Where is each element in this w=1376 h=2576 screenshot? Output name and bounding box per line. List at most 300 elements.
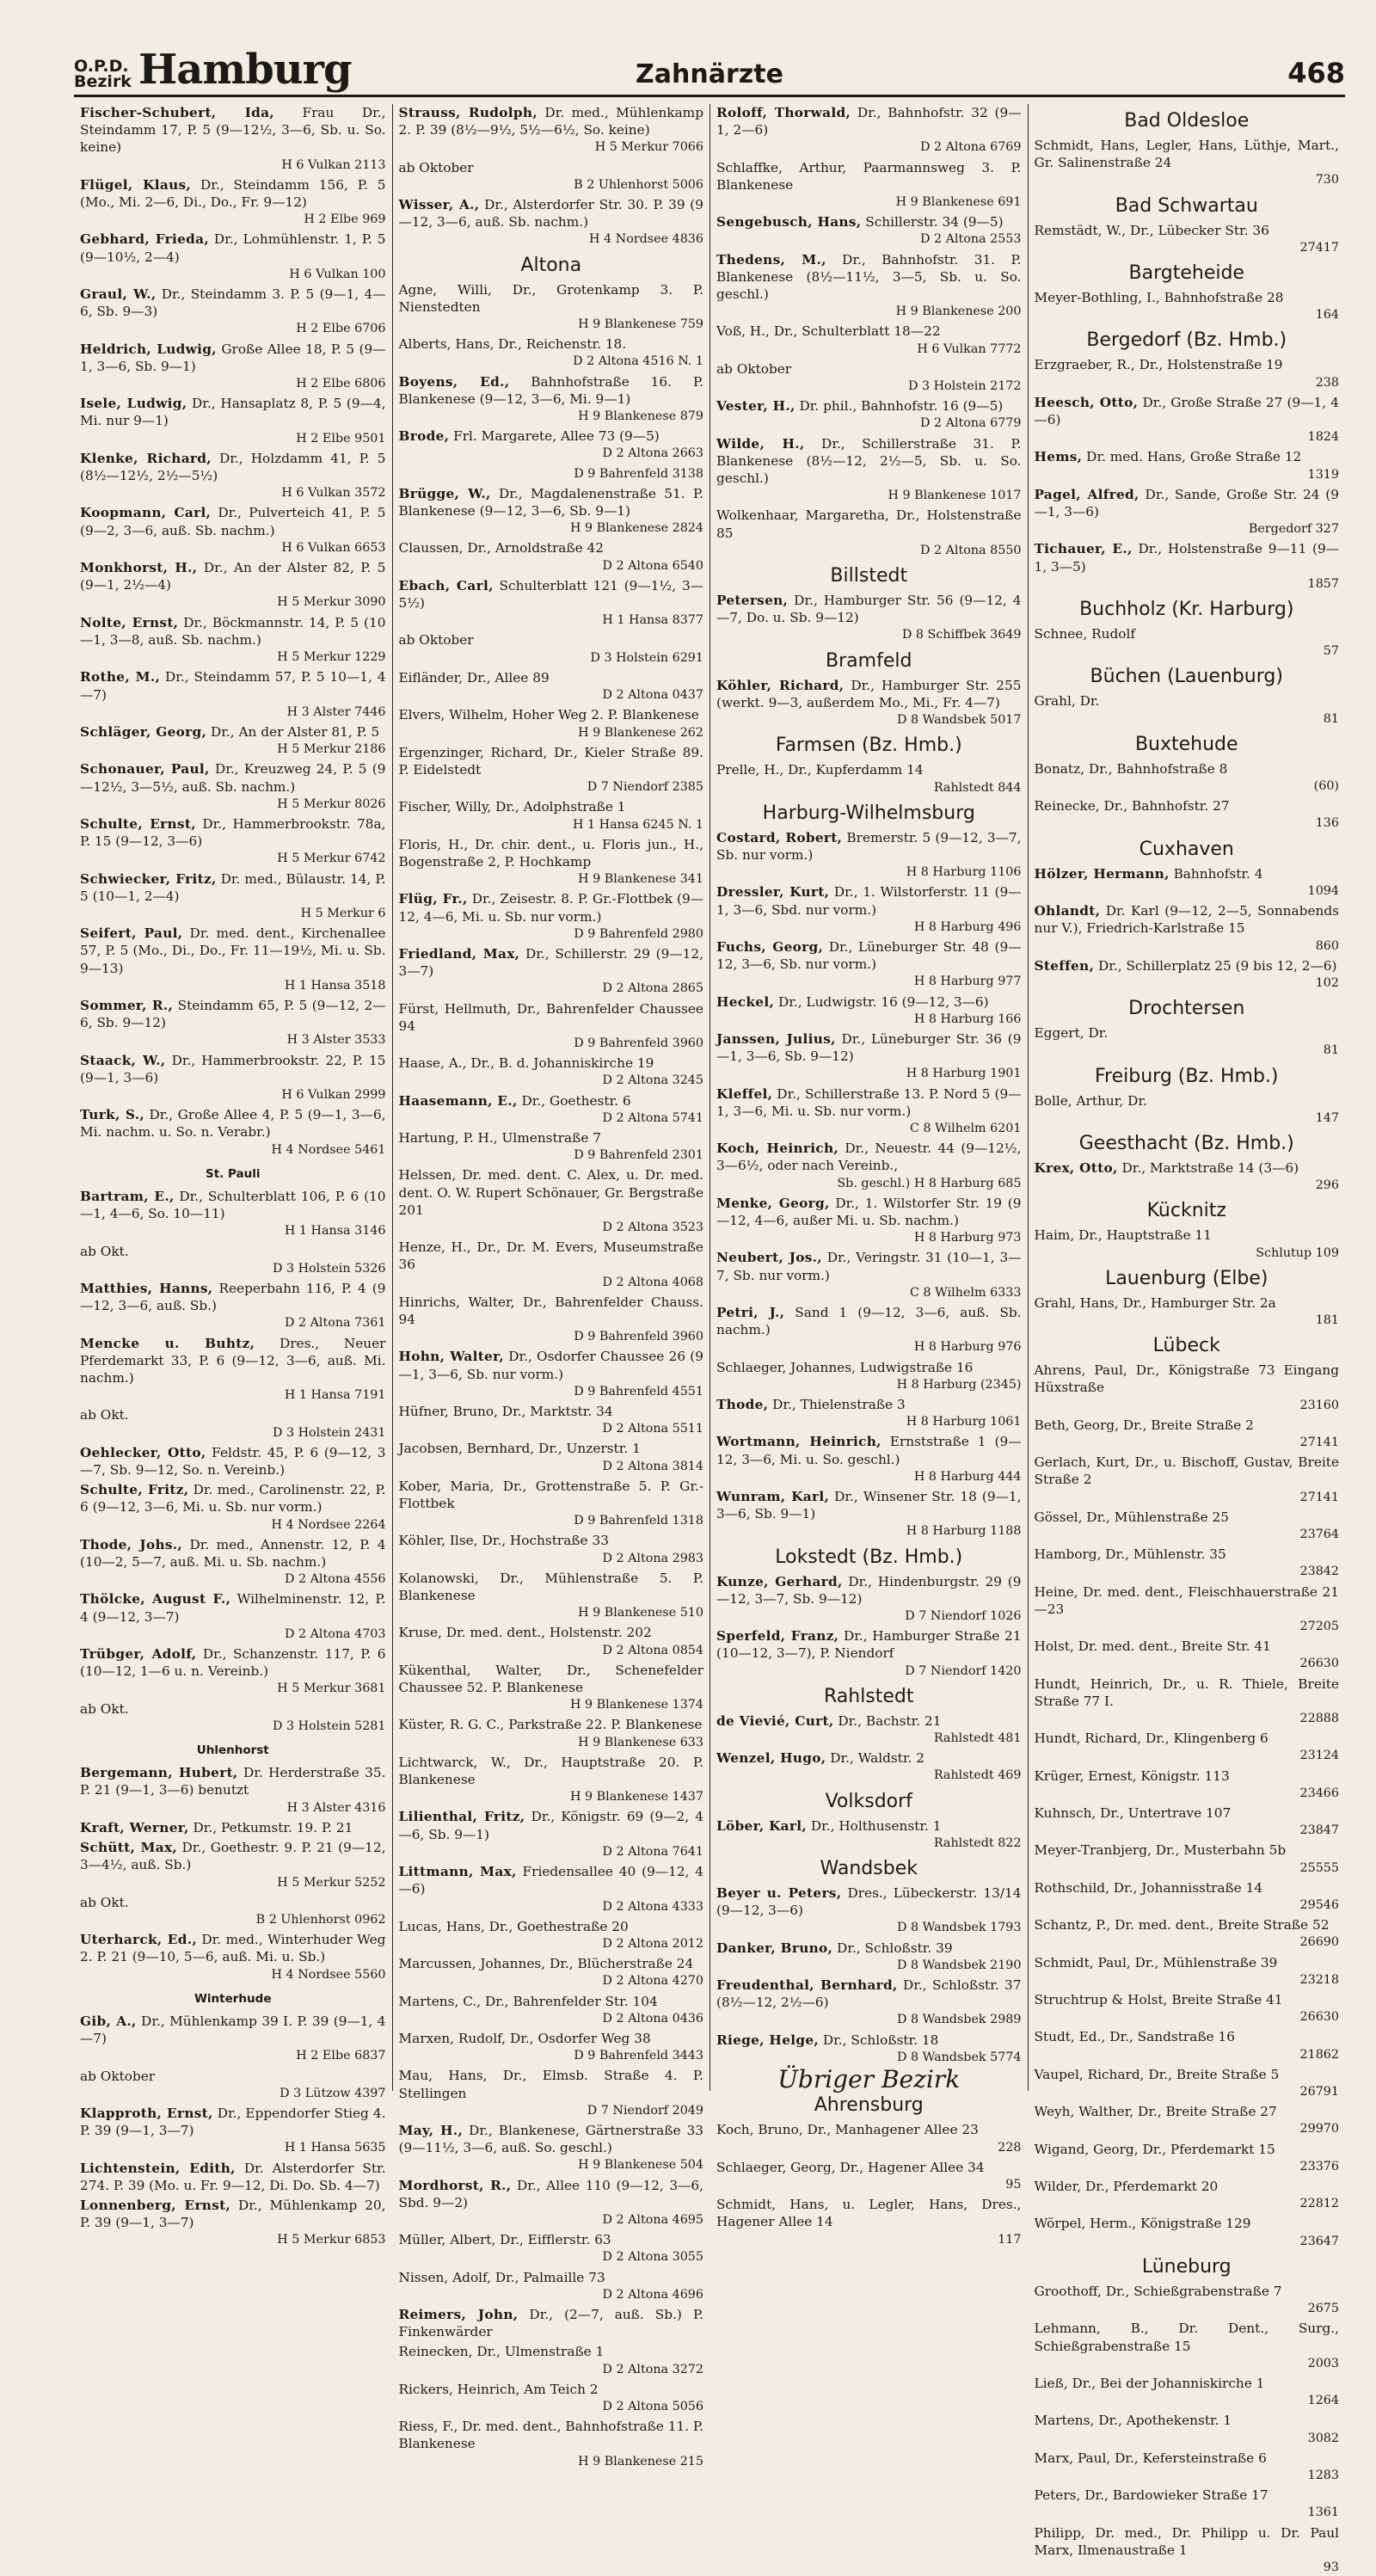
- entry-phone: D 2 Altona 4703: [284, 1626, 386, 1641]
- entry-phone: H 3 Alster 4316: [286, 1800, 386, 1815]
- directory-entry: [399, 1624, 704, 1658]
- entry-details: Studt, Ed., Dr., Sandstraße 16: [1034, 2029, 1235, 2045]
- entry-name: Pagel, Alfred,: [1034, 486, 1140, 502]
- directory-entry: [399, 485, 704, 538]
- entry-phone: 102: [1315, 975, 1339, 990]
- entry-name: Menke, Georg,: [716, 1195, 830, 1211]
- entry-details: Dres., Lübeckerstr. 13/14 (9—12, 3—6): [716, 1885, 1022, 1919]
- town-heading: Bergedorf (Bz. Hmb.): [1086, 329, 1287, 352]
- opd-label: O.P.D.: [74, 57, 129, 76]
- entry-phone: D 8 Wandsbek 5017: [896, 713, 1022, 728]
- directory-entry: [399, 1532, 704, 1566]
- directory-entry: [399, 1754, 704, 1806]
- entry-name: Krex, Otto,: [1034, 1159, 1118, 1176]
- entry-phone: 296: [1315, 1178, 1339, 1193]
- entry-details: Dr., Hamburger Straße 21 (10—12, 3—7), P. Niendorf: [716, 1628, 1022, 1662]
- entry-name: Bartram, E.,: [80, 1188, 175, 1204]
- directory-entry: [1035, 1583, 1340, 1636]
- entry-details: Dr., Schillerstr. 29 (9—12, 3—7): [398, 945, 704, 980]
- entry-details: Dr., Hamburger Str. 255 (werkt. 9—3, außerdem Mo., Mi., Fr. 4—7): [716, 677, 1022, 710]
- entry-name: Schonauer, Paul,: [80, 761, 210, 778]
- entry-name: Kleffel,: [716, 1085, 773, 1102]
- directory-entry: [80, 2105, 386, 2157]
- entry-phone: H 5 Merkur 8026: [277, 796, 386, 811]
- entry-details: Dr., Steindamm 3. P. 5 (9—1, 4—6, Sb. 9—3): [80, 286, 386, 320]
- entry-phone: 23376: [1299, 2159, 1339, 2173]
- entry-phone: D 2 Altona 4695: [602, 2212, 703, 2227]
- entry-phone: 23764: [1299, 1527, 1339, 1541]
- entry-details: Dr., Petkumstr. 19. P. 21: [188, 1819, 353, 1835]
- directory-entry: [1035, 1454, 1340, 1506]
- town-heading: Büchen (Lauenburg): [1090, 666, 1283, 688]
- directory-entry: [80, 395, 386, 447]
- entry-phone: H 2 Elbe 6806: [296, 377, 386, 391]
- entry-details: Rothschild, Dr., Johannisstraße 14: [1034, 1879, 1263, 1896]
- entry-details: Wilder, Dr., Pferdemarkt 20: [1034, 2179, 1219, 2195]
- directory-entry: [80, 815, 386, 868]
- directory-entry: [80, 2013, 386, 2065]
- entry-phone: 860: [1315, 938, 1339, 953]
- entry-details: Dr. Karl (9—12, 2—5, Sonnabends nur V.), Friedrich-Karlstraße 15: [1034, 903, 1339, 937]
- entry-phone: D 2 Altona 2553: [919, 232, 1022, 247]
- entry-name: Schulte, Fritz,: [80, 1482, 189, 1498]
- directory-entry: [80, 176, 386, 229]
- entry-phone: H 4 Nordsee 5461: [271, 1142, 386, 1157]
- entry-details: Große Allee 18, P. 5 (9—1, 3—6, Sb. 9—1): [80, 341, 386, 374]
- entry-phone: D 2 Altona 2983: [602, 1551, 703, 1565]
- entry-phone: H 1 Hansa 3518: [284, 978, 386, 993]
- entry-name: Reimers, John,: [398, 2306, 519, 2322]
- entry-phone: 1319: [1307, 467, 1339, 482]
- directory-entry: [1035, 1638, 1340, 1672]
- entry-details: Meyer-Tranbjerg, Dr., Musterbahn 5b: [1034, 1842, 1287, 1859]
- town-heading: Cuxhaven: [1139, 838, 1234, 860]
- town-heading: Lauenburg (Elbe): [1105, 1267, 1268, 1289]
- entry-phone: 22812: [1299, 2197, 1339, 2211]
- entry-details: Dr., Holthusenstr. 1: [807, 1817, 942, 1834]
- entry-phone: 27417: [1299, 240, 1339, 255]
- entry-details: Dr., Magdalenenstraße 51. P. Blankenese (9—12, 3—6, Sb. 9—1): [398, 485, 703, 520]
- town-heading: Bad Oldesloe: [1124, 110, 1250, 132]
- directory-entry: [80, 504, 386, 556]
- directory-entry: [1035, 1159, 1340, 1194]
- entry-phone: D 2 Altona 4516 N. 1: [573, 354, 703, 369]
- town-heading: Lübeck: [1152, 1335, 1220, 1357]
- entry-details: Dr., Böckmannstr. 14, P. 5 (10—1, 3—8, auß. Sb. nachm.): [80, 614, 386, 648]
- entry-details: Dr., Mühlenkamp 20, P. 39 (9—1, 3—7): [80, 2197, 386, 2231]
- entry-name: Schwiecker, Fritz,: [80, 870, 217, 887]
- directory-entry: [399, 2067, 704, 2119]
- entry-name: Koopmann, Carl,: [80, 505, 212, 521]
- entry-phone: H 5 Merkur 1229: [277, 650, 386, 665]
- entry-details: Schulterblatt 121 (9—1½, 3—5½): [398, 577, 703, 612]
- entry-details: Reeperbahn 116, P. 4 (9—12, 3—6, auß. Sb.): [80, 1281, 386, 1314]
- directory-entry: [399, 1863, 704, 1915]
- directory-entry: [399, 2030, 704, 2064]
- entry-name: Löber, Karl,: [716, 1817, 807, 1834]
- entry-details: Dr., Mühlenkamp 39 I. P. 39 (9—1, 4—7): [80, 2013, 386, 2047]
- directory-entry: [1035, 1768, 1340, 1802]
- entry-details: Schmidt, Hans, u. Legler, Hans, Dres., Hagener Allee 14: [716, 2197, 1022, 2230]
- entry-details: Ernststraße 1 (9—12, 3—6, Mi. u. So. geschl.): [716, 1434, 1022, 1467]
- entry-name: Brode,: [398, 428, 450, 445]
- entry-details: Köhler, Ilse, Dr., Hochstraße 33: [398, 1533, 609, 1549]
- entry-name: Boyens, Ed.,: [398, 373, 510, 390]
- entry-name: Roloff, Thorwald,: [716, 105, 851, 120]
- directory-entry: [1035, 1916, 1340, 1951]
- entry-name: Sengebusch, Hans,: [716, 214, 862, 231]
- directory-entry: [80, 1931, 386, 1983]
- entry-phone: H 9 Blankenese 215: [578, 2454, 703, 2468]
- entry-phone: D 7 Niendorf 2385: [587, 780, 703, 795]
- entry-details: Hinrichs, Walter, Dr., Bahrenfelder Chauss. 94: [398, 1294, 703, 1327]
- entry-details: Marxen, Rudolf, Dr., Osdorfer Weg 38: [398, 2030, 651, 2046]
- entry-details: Dr., Schulterblatt 106, P. 6 (10—1, 4—6, So. 10—11): [80, 1188, 386, 1222]
- entry-phone: 23847: [1299, 1823, 1339, 1838]
- entry-details: Lucas, Hans, Dr., Goethestraße 20: [398, 1918, 629, 1934]
- entry-details: Dr., Große Straße 27 (9—1, 4—6): [1034, 394, 1339, 428]
- entry-phone: 117: [998, 2232, 1022, 2247]
- directory-entry: [399, 1403, 704, 1437]
- entry-name: Friedland, Max,: [398, 945, 520, 962]
- entry-phone: H 6 Vulkan 2113: [281, 157, 386, 172]
- directory-entry: [716, 829, 1022, 882]
- entry-name: Köhler, Richard,: [716, 677, 845, 693]
- entry-details: Dr., Schloßstr. 37 (8½—12, 2½—6): [716, 1977, 1022, 2011]
- entry-phone: H 6 Vulkan 7772: [917, 341, 1022, 356]
- directory-entry: [716, 1433, 1022, 1485]
- entry-phone: 1824: [1307, 430, 1339, 445]
- directory-entry: [716, 1195, 1022, 1247]
- entry-details: Fischer, Willy, Dr., Adolphstraße 1: [398, 799, 626, 815]
- directory-entry: [399, 1129, 704, 1164]
- directory-entry: [1035, 625, 1340, 660]
- entry-details: Helssen, Dr. med. dent. C. Alex, u. Dr. med. dent. O. W. Rupert Schönauer, Gr. Bergstraße 201: [398, 1167, 703, 1218]
- entry-details: Dr., Hindenburgstr. 29 (9—12, 3—7, Sb. 9—12): [716, 1573, 1022, 1607]
- entry-name: Wortmann, Heinrich,: [716, 1434, 882, 1450]
- entry-details: Dr., Lüneburger Str. 48 (9—12, 3—6, Sb. nur vorm.): [716, 938, 1022, 973]
- entry-phone: D 2 Altona 4068: [602, 1275, 703, 1289]
- entry-phone: Rahlstedt 844: [933, 780, 1022, 795]
- entry-details: Groothoff, Dr., Schießgrabenstraße 7: [1034, 2283, 1282, 2299]
- entry-phone: D 2 Altona 4333: [602, 1899, 703, 1914]
- entry-name: Staack, W.,: [80, 1052, 166, 1068]
- entry-phone: H 2 Elbe 6837: [296, 2049, 386, 2063]
- town-heading: Ahrensburg: [814, 2094, 924, 2117]
- entry-details: Eggert, Dr.: [1034, 1025, 1109, 1042]
- directory-entry: [80, 1764, 386, 1817]
- directory-entry: [80, 2160, 386, 2194]
- directory-entry: [399, 2381, 704, 2415]
- entry-name: Kraft, Werner,: [80, 1819, 189, 1835]
- entry-phone: D 2 Altona 5511: [602, 1422, 703, 1436]
- entry-details: Alberts, Hans, Dr., Reichenstr. 18.: [398, 336, 627, 353]
- entry-phone: D 9 Bahrenfeld 1318: [574, 1514, 703, 1528]
- entry-details: Schmidt, Hans, Legler, Hans, Lüthje, Mart., Gr. Salinenstraße 24: [1034, 138, 1339, 171]
- entry-phone: 23160: [1299, 1398, 1339, 1412]
- entry-name: Flügel, Klaus,: [80, 176, 192, 193]
- entry-details: Bolle, Arthur, Dr.: [1034, 1092, 1147, 1109]
- entry-details: Bahnhofstraße 16. P. Blankenese (9—12, 3—6, Mi. 9—1): [398, 373, 703, 407]
- entry-details: ab Oktober: [80, 2068, 156, 2084]
- entry-details: Dr., Veringstr. 31 (10—1, 3—7, Sb. nur vorm.): [716, 1250, 1022, 1283]
- directory-entry: [716, 507, 1022, 559]
- directory-entry: [80, 1536, 386, 1589]
- entry-phone: H 9 Blankenese 759: [578, 317, 703, 332]
- directory-entry: [399, 1294, 704, 1346]
- directory-entry: [716, 1396, 1022, 1430]
- entry-details: Friedensallee 40 (9—12, 4—6): [398, 1864, 703, 1897]
- entry-name: Thode,: [716, 1397, 769, 1412]
- entry-phone: 2675: [1307, 2302, 1339, 2316]
- entry-details: Dr. phil., Bahnhofstr. 16 (9—5): [795, 398, 1004, 415]
- entry-details: ab Oktober: [398, 632, 474, 649]
- directory-entry: [716, 1940, 1022, 1974]
- entry-phone: D 2 Altona 6779: [919, 416, 1022, 431]
- entry-details: Dr., Allee 110 (9—12, 3—6, Sbd. 9—2): [398, 2177, 703, 2210]
- entry-details: Dr. med., Annenstr. 12, P. 4 (10—2, 5—7, auß. Mi. u. Sb. nachm.): [80, 1536, 386, 1571]
- entry-phone: 29970: [1299, 2122, 1339, 2136]
- directory-entry: [1035, 2375, 1340, 2409]
- directory-entry: [80, 870, 386, 923]
- directory-entry: [1035, 2524, 1340, 2576]
- directory-entry: [1035, 2450, 1340, 2484]
- directory-entry: [1035, 137, 1340, 189]
- town-heading: Farmsen (Bz. Hmb.): [775, 735, 962, 757]
- entry-phone: 181: [1315, 1313, 1339, 1327]
- entry-phone: H 1 Hansa 6245 N. 1: [573, 817, 703, 832]
- entry-phone: B 2 Uhlenhorst 0962: [255, 1912, 386, 1927]
- directory-entry: [399, 335, 704, 370]
- entry-name: Trübger, Adolf,: [80, 1646, 197, 1663]
- entry-phone: D 2 Altona 3523: [602, 1220, 703, 1234]
- entry-details: Hundt, Richard, Dr., Klingenberg 6: [1034, 1731, 1268, 1747]
- entry-phone: H 9 Blankenese 1437: [570, 1790, 703, 1804]
- entry-details: Küster, R. G. C., Parkstraße 22. P. Blankenese: [398, 1717, 703, 1733]
- directory-entry: [1035, 2487, 1340, 2521]
- directory-entry: [1035, 1730, 1340, 1764]
- directory-entry: [1035, 1092, 1340, 1127]
- entry-name: May, H.,: [398, 2122, 464, 2138]
- entry-details: Dr., Osdorfer Chaussee 26 (9—1, 3—6, Sb. nur vorm.): [398, 1349, 703, 1382]
- entry-details: Grahl, Hans, Dr., Hamburger Str. 2a: [1034, 1294, 1276, 1311]
- entry-details: Beth, Georg, Dr., Breite Straße 2: [1034, 1417, 1254, 1433]
- entry-phone: 1361: [1307, 2505, 1339, 2520]
- directory-entry: [399, 2177, 704, 2229]
- town-heading: Freiburg (Bz. Hmb.): [1094, 1065, 1279, 1087]
- entry-phone: H 5 Merkur 3090: [277, 595, 386, 610]
- directory-entry: [399, 2122, 704, 2174]
- header-left: [74, 46, 521, 94]
- district-heading: Winterhude: [194, 1991, 272, 2006]
- entry-phone: H 5 Merkur 6: [300, 906, 386, 920]
- entry-name: Strauss, Rudolph,: [398, 105, 538, 120]
- entry-name: Klapproth, Ernst,: [80, 2105, 213, 2121]
- directory-entry: [716, 1140, 1022, 1192]
- entry-details: Kober, Maria, Dr., Grottenstraße 5. P. Gr.-Flottbek: [398, 1478, 703, 1512]
- directory-entry: [1035, 692, 1340, 727]
- entry-name: Oehlecker, Otto,: [80, 1444, 206, 1460]
- entry-details: Riess, F., Dr. med. dent., Bahnhofstraße 11. P. Blankenese: [398, 2419, 703, 2452]
- entry-phone: H 8 Harburg 444: [913, 1469, 1022, 1484]
- town-heading: Lüneburg: [1141, 2255, 1232, 2278]
- directory-entry: [716, 323, 1022, 357]
- entry-phone: H 8 Harburg 1061: [906, 1415, 1022, 1429]
- entry-phone: D 3 Lützow 4397: [280, 2086, 386, 2100]
- directory-entry: [716, 677, 1022, 729]
- entry-phone: D 2 Altona 7361: [284, 1316, 386, 1331]
- entry-details: Dr., Schillerstraße 13. P. Nord 5 (9—1, 3—6, Mi. u. Sb. nur vorm.): [716, 1085, 1022, 1119]
- entry-name: Matthies, Hanns,: [80, 1281, 213, 1296]
- entry-phone: D 8 Wandsbek 5774: [896, 2050, 1022, 2064]
- entry-name: Neubert, Jos.,: [716, 1250, 822, 1266]
- opd-block: [74, 58, 132, 89]
- entry-phone: 95: [1005, 2177, 1022, 2192]
- bezirk-label: Bezirk: [74, 72, 132, 91]
- entry-details: Marcussen, Johannes, Dr., Blücherstraße 24: [398, 1956, 694, 1972]
- entry-details: Prelle, H., Dr., Kupferdamm 14: [716, 762, 924, 778]
- entry-details: Wörpel, Herm., Königstraße 129: [1034, 2216, 1251, 2232]
- entry-phone: H 8 Harburg 166: [913, 1011, 1022, 1026]
- entry-phone: 25555: [1299, 1860, 1339, 1875]
- entry-name: Seifert, Paul,: [80, 925, 183, 942]
- entry-name: Sperfeld, Franz,: [716, 1628, 839, 1645]
- entry-phone: 1857: [1307, 576, 1339, 591]
- entry-details: Bahnhofstr. 4: [1169, 865, 1263, 882]
- directory-entry: [1035, 2412, 1340, 2446]
- directory-entry: [80, 1839, 386, 1891]
- entry-details: Bremerstr. 5 (9—12, 3—7, Sb. nur vorm.): [716, 829, 1022, 863]
- entry-name: Thölcke, August F.,: [80, 1591, 231, 1608]
- directory-entry: [1035, 2141, 1340, 2175]
- entry-phone: D 2 Altona 4696: [602, 2287, 703, 2302]
- directory-entry: [716, 213, 1022, 248]
- directory-entry: [399, 577, 704, 630]
- entry-phone: H 8 Harburg (2345): [896, 1377, 1022, 1392]
- directory-entry: [80, 450, 386, 502]
- entry-phone: H 6 Vulkan 3572: [281, 486, 386, 501]
- directory-entry: [80, 1106, 386, 1159]
- directory-entry: [80, 286, 386, 338]
- directory-entry: [80, 668, 386, 721]
- entry-name: Flüg, Fr.,: [398, 891, 468, 907]
- directory-entry: [716, 938, 1022, 991]
- section-title: Zahnärzte: [636, 59, 783, 89]
- entry-details: Grahl, Dr.: [1034, 693, 1100, 710]
- entry-name: Kunze, Gerhard,: [716, 1573, 843, 1589]
- entry-name: Fuchs, Georg,: [716, 938, 824, 955]
- entry-name: Steffen,: [1034, 957, 1095, 974]
- entry-phone: 23466: [1299, 1786, 1339, 1800]
- entry-phone: H 5 Merkur 7066: [594, 140, 703, 155]
- town-heading: Wandsbek: [820, 1858, 918, 1880]
- directory-entry: [716, 1488, 1022, 1540]
- entry-name: Graul, W.,: [80, 286, 157, 303]
- column-2: [392, 104, 710, 2468]
- entry-details: Hüfner, Bruno, Dr., Marktstr. 34: [398, 1404, 613, 1420]
- entry-phone: 23124: [1299, 1749, 1339, 1763]
- entry-phone: H 8 Harburg 1188: [906, 1524, 1022, 1539]
- directory-entry: [716, 1249, 1022, 1301]
- directory-entry: [399, 539, 704, 574]
- entry-name: Schläger, Georg,: [80, 723, 207, 740]
- entry-details: Elvers, Wilhelm, Hoher Weg 2. P. Blankenese: [398, 707, 699, 723]
- entry-details: Henze, H., Dr., Dr. M. Evers, Museumstraße 36: [398, 1239, 703, 1273]
- entry-details: Dr., Schillerplatz 25 (9 bis 12, 2—6): [1094, 957, 1337, 974]
- entry-details: Hartung, P. H., Ulmenstraße 7: [398, 1129, 601, 1146]
- town-heading: Kücknitz: [1146, 1200, 1226, 1222]
- entry-name: Tichauer, E.,: [1034, 541, 1133, 557]
- directory-entry: [1035, 540, 1340, 593]
- columns: [74, 104, 1345, 2574]
- entry-details: Dr., Winsener Str. 18 (9—1, 3—6, Sb. 9—1): [716, 1489, 1022, 1522]
- column-4: [1028, 104, 1346, 2574]
- entry-phone: 22888: [1299, 1712, 1339, 1725]
- directory-entry: [399, 1716, 704, 1750]
- entry-details: Bonatz, Dr., Bahnhofstraße 8: [1034, 760, 1228, 777]
- entry-name: Wilde, H.,: [716, 435, 805, 452]
- entry-details: Gerlach, Kurt, Dr., u. Bischoff, Gustav, Breite Straße 2: [1034, 1454, 1339, 1488]
- entry-phone: 26791: [1299, 2085, 1339, 2100]
- entry-phone: D 2 Altona 2865: [602, 981, 703, 996]
- directory-entry: [716, 435, 1022, 505]
- entry-name: Hölzer, Hermann,: [1034, 865, 1170, 882]
- entry-phone: D 8 Schiffbek 3649: [901, 628, 1022, 642]
- directory-entry: [80, 2197, 386, 2249]
- entry-phone: H 8 Harburg 1106: [906, 865, 1022, 880]
- entry-details: Dr. med., Mühlenkamp 2. P. 39 (8½—9½, 5½—6½, So. keine): [398, 105, 703, 138]
- entry-name: Thedens, M.,: [716, 251, 826, 267]
- directory-entry: [1035, 486, 1340, 538]
- entry-phone: 27205: [1299, 1619, 1339, 1633]
- entry-phone: H 2 Elbe 969: [304, 212, 386, 227]
- entry-details: Dr., Steindamm 57, P. 5 10—1, 4—7): [80, 669, 386, 703]
- directory-entry: [1035, 1804, 1340, 1839]
- entry-phone: H 9 Blankenese 504: [578, 2158, 703, 2173]
- directory-entry: [716, 2032, 1022, 2066]
- entry-name: Mordhorst, R.,: [398, 2177, 512, 2193]
- entry-phone: H 6 Vulkan 2999: [281, 1087, 386, 1102]
- directory-entry: [80, 1406, 386, 1441]
- directory-entry: [80, 1052, 386, 1104]
- entry-details: Hundt, Heinrich, Dr., u. R. Thiele, Breite Straße 77 I.: [1034, 1675, 1339, 1709]
- entry-phone: 1094: [1307, 883, 1339, 898]
- directory-entry: [80, 1590, 386, 1643]
- entry-phone: 1264: [1307, 2394, 1339, 2408]
- entry-phone: D 9 Bahrenfeld 4551: [574, 1384, 703, 1399]
- entry-details: Dr., Eppendorfer Stieg 4. P. 39 (9—1, 3—7): [80, 2105, 386, 2139]
- entry-phone: D 3 Holstein 2431: [272, 1425, 386, 1440]
- entry-phone: H 6 Vulkan 100: [289, 267, 386, 281]
- entry-phone: D 2 Altona 3814: [602, 1459, 703, 1473]
- directory-entry: [399, 1239, 704, 1291]
- entry-phone: H 9 Blankenese 2824: [570, 521, 703, 536]
- entry-name: Klenke, Richard,: [80, 450, 212, 466]
- entry-phone: H 9 Blankenese 262: [578, 725, 703, 740]
- entry-details: Mau, Hans, Dr., Elmsb. Straße 4. P. Stellingen: [398, 2068, 703, 2101]
- entry-details: Dr., Goethestr. 6: [517, 1092, 631, 1109]
- entry-name: Isele, Ludwig,: [80, 396, 187, 412]
- entry-phone: 26630: [1299, 1657, 1339, 1671]
- directory-entry: [1035, 2283, 1340, 2317]
- entry-phone: 81: [1323, 711, 1339, 726]
- entry-details: Haase, A., Dr., B. d. Johanniskirche 19: [398, 1055, 654, 1072]
- entry-phone: H 2 Elbe 9501: [296, 431, 386, 446]
- town-heading: Buxtehude: [1134, 733, 1238, 755]
- town-heading: Altona: [520, 254, 582, 276]
- entry-details: ab Okt.: [80, 1407, 129, 1423]
- entry-details: Remstädt, W., Dr., Lübecker Str. 36: [1034, 222, 1269, 238]
